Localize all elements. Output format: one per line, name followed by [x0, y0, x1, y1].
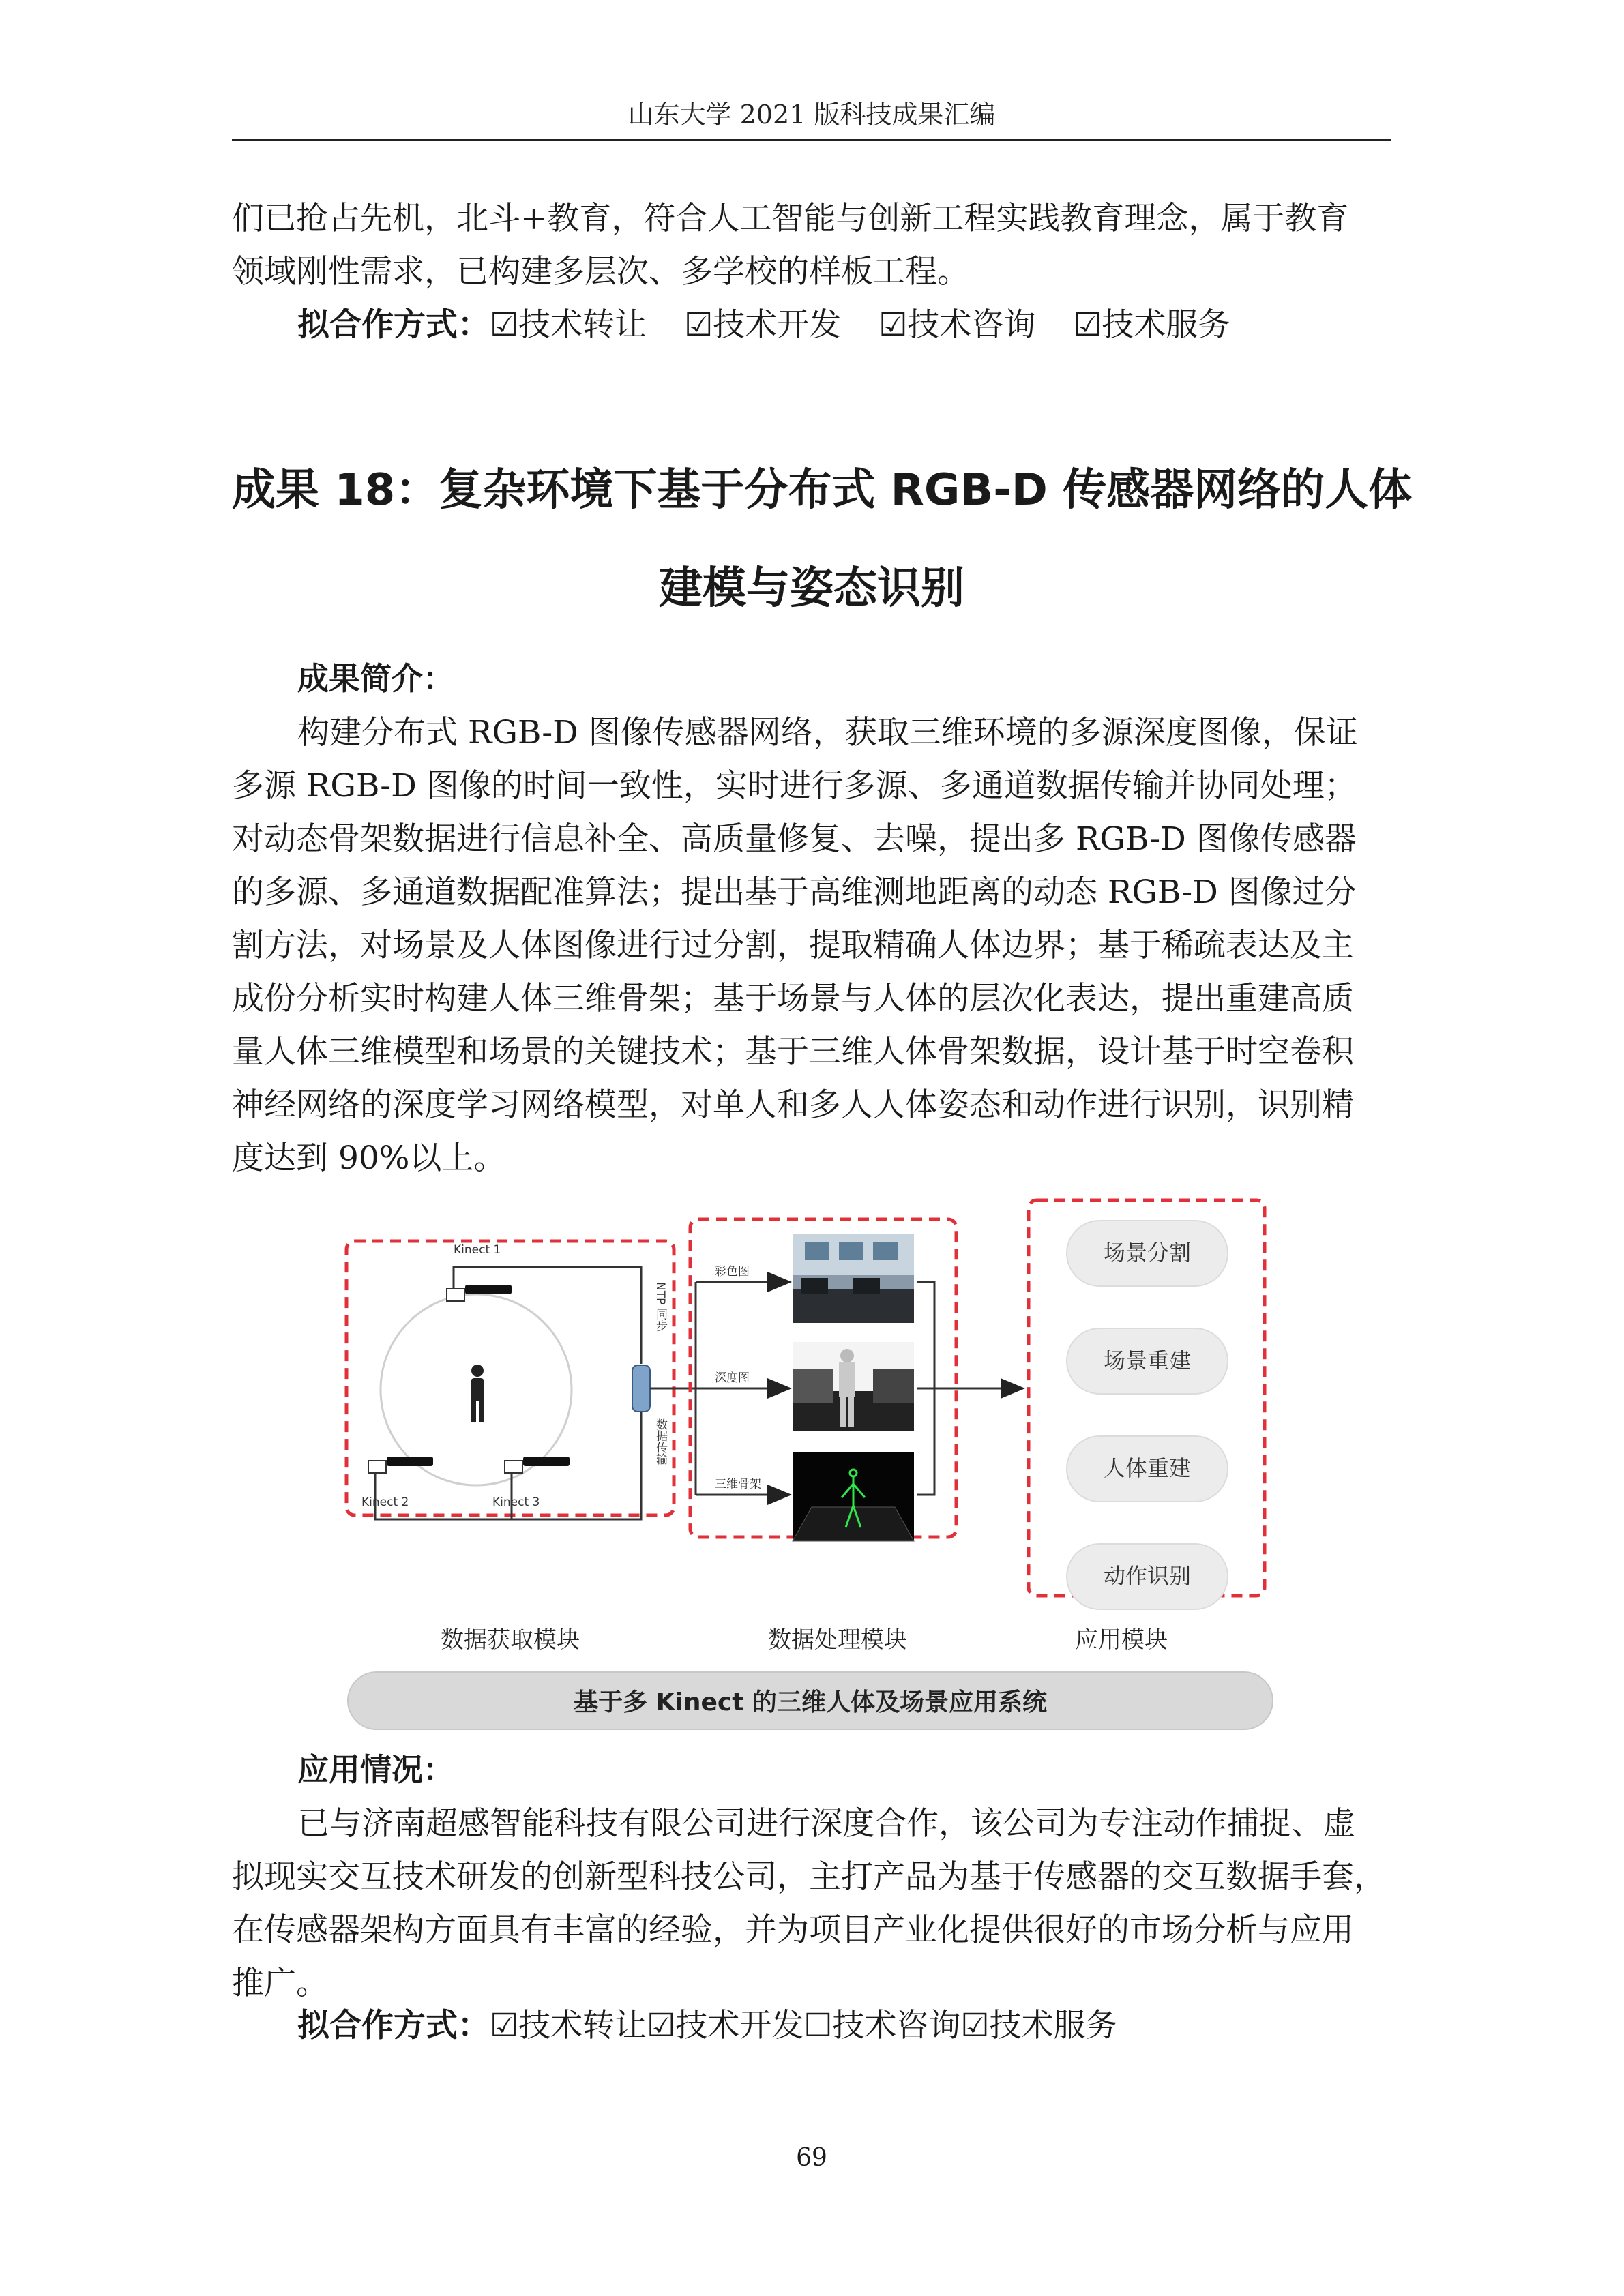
depth-image-thumb — [793, 1342, 914, 1431]
summary-line: 的多源、多通道数据配准算法；提出基于高维测地距离的动态 RGB-D 图像过分 — [232, 874, 1357, 911]
app-item-action-recognition — [1067, 1544, 1228, 1609]
application-line: 已与济南超感智能科技有限公司进行深度合作，该公司为专注动作捕捉、虚 — [297, 1805, 1355, 1843]
kinect1-label: Kinect 1 — [454, 1243, 501, 1257]
summary-line: 割方法，对场景及人体图像进行过分割，提取精确人体边界；基于稀疏表达及主 — [232, 927, 1354, 964]
app-item-body-reconstruction — [1067, 1436, 1228, 1502]
coop-option: ☑技术转让 — [490, 306, 647, 344]
page-number: 69 — [796, 2144, 827, 2172]
achievement-title-line1: 成果 18：复杂环境下基于分布式 RGB-D 传感器网络的人体 — [232, 465, 1413, 516]
intro-line: 领域刚性需求，已构建多层次、多学校的样板工程。 — [232, 253, 969, 290]
ntp-sync-label: NTP 同步 — [653, 1282, 667, 1332]
system-diagram-svg — [334, 1187, 1289, 1753]
application-heading: 应用情况： — [297, 1751, 454, 1788]
app-label: 场景重建 — [1103, 1347, 1192, 1373]
running-header: 山东大学 2021 版科技成果汇编 — [628, 100, 996, 130]
application-line: 推广。 — [232, 1965, 328, 2002]
kinect3-sensor — [505, 1457, 570, 1473]
summary-paragraph — [232, 706, 1391, 1185]
achievement-title-line2: 建模与姿态识别 — [659, 563, 964, 614]
application-line: 拟现实交互技术研发的创新型科技公司，主打产品为基于传感器的交互数据手套， — [232, 1858, 1386, 1896]
application-paragraph — [232, 1798, 1391, 2010]
system-title-text: 基于多 Kinect 的三维人体及场景应用系统 — [574, 1688, 1047, 1716]
coop-modes-top — [297, 299, 1230, 352]
app-label: 人体重建 — [1103, 1455, 1192, 1481]
coop-option: ☑技术咨询 — [879, 306, 1036, 344]
app-item-scene-reconstruction — [1067, 1328, 1228, 1394]
module-app-label: 应用模块 — [1075, 1626, 1168, 1654]
module-process-label: 数据处理模块 — [768, 1626, 907, 1654]
router-icon — [632, 1365, 650, 1412]
summary-line: 度达到 90%以上。 — [232, 1139, 506, 1177]
summary-heading: 成果简介： — [297, 660, 454, 697]
skeleton-label: 三维骨架 — [715, 1478, 761, 1491]
skeleton-thumb — [793, 1452, 914, 1541]
depth-image-label: 深度图 — [715, 1371, 750, 1385]
app-item-scene-segmentation — [1067, 1221, 1228, 1286]
summary-line: 成份分析实时构建人体三维骨架；基于场景与人体的层次化表达，提出重建高质 — [232, 980, 1354, 1017]
coop-label: 拟合作方式： — [297, 2007, 490, 2044]
coop-option: ☑技术开发 — [684, 306, 842, 344]
module-acquire-label: 数据获取模块 — [441, 1626, 580, 1654]
intro-paragraph — [232, 192, 1391, 299]
color-image-label: 彩色图 — [715, 1265, 750, 1279]
summary-line: 神经网络的深度学习网络模型，对单人和多人人体姿态和动作进行识别，识别精 — [232, 1086, 1354, 1124]
acquire-module-box — [346, 1241, 674, 1515]
kinect3-label: Kinect 3 — [492, 1495, 540, 1509]
person-figure — [471, 1365, 484, 1422]
header-rule — [232, 139, 1391, 141]
coop-label: 拟合作方式： — [297, 306, 490, 344]
kinect2-label: Kinect 2 — [361, 1495, 409, 1509]
app-label: 动作识别 — [1103, 1563, 1192, 1589]
summary-line: 构建分布式 RGB-D 图像传感器网络，获取三维环境的多源深度图像，保证 — [297, 714, 1358, 751]
summary-line: 量人体三维模型和场景的关键技术；基于三维人体骨架数据，设计基于时空卷积 — [232, 1033, 1354, 1071]
application-line: 在传感器架构方面具有丰富的经验，并为项目产业化提供很好的市场分析与应用 — [232, 1911, 1354, 1949]
data-transfer-label: 数据传输 — [653, 1418, 667, 1465]
wire-kinect1 — [454, 1267, 641, 1364]
summary-line: 多源 RGB-D 图像的时间一致性，实时进行多源、多通道数据传输并协同处理； — [232, 767, 1357, 805]
intro-line: 们已抢占先机，北斗+教育，符合人工智能与创新工程实践教育理念，属于教育 — [232, 200, 1349, 237]
app-label: 场景分割 — [1103, 1240, 1192, 1266]
coop-options-text: ☑技术转让☑技术开发☐技术咨询☑技术服务 — [490, 2007, 1118, 2044]
summary-line: 对动态骨架数据进行信息补全、高质量修复、去噪，提出多 RGB-D 图像传感器 — [232, 820, 1357, 858]
coop-modes-bottom — [297, 1999, 1118, 2053]
coop-option: ☑技术服务 — [1073, 306, 1230, 344]
color-image-thumb — [793, 1234, 914, 1323]
system-diagram — [334, 1187, 1289, 1753]
